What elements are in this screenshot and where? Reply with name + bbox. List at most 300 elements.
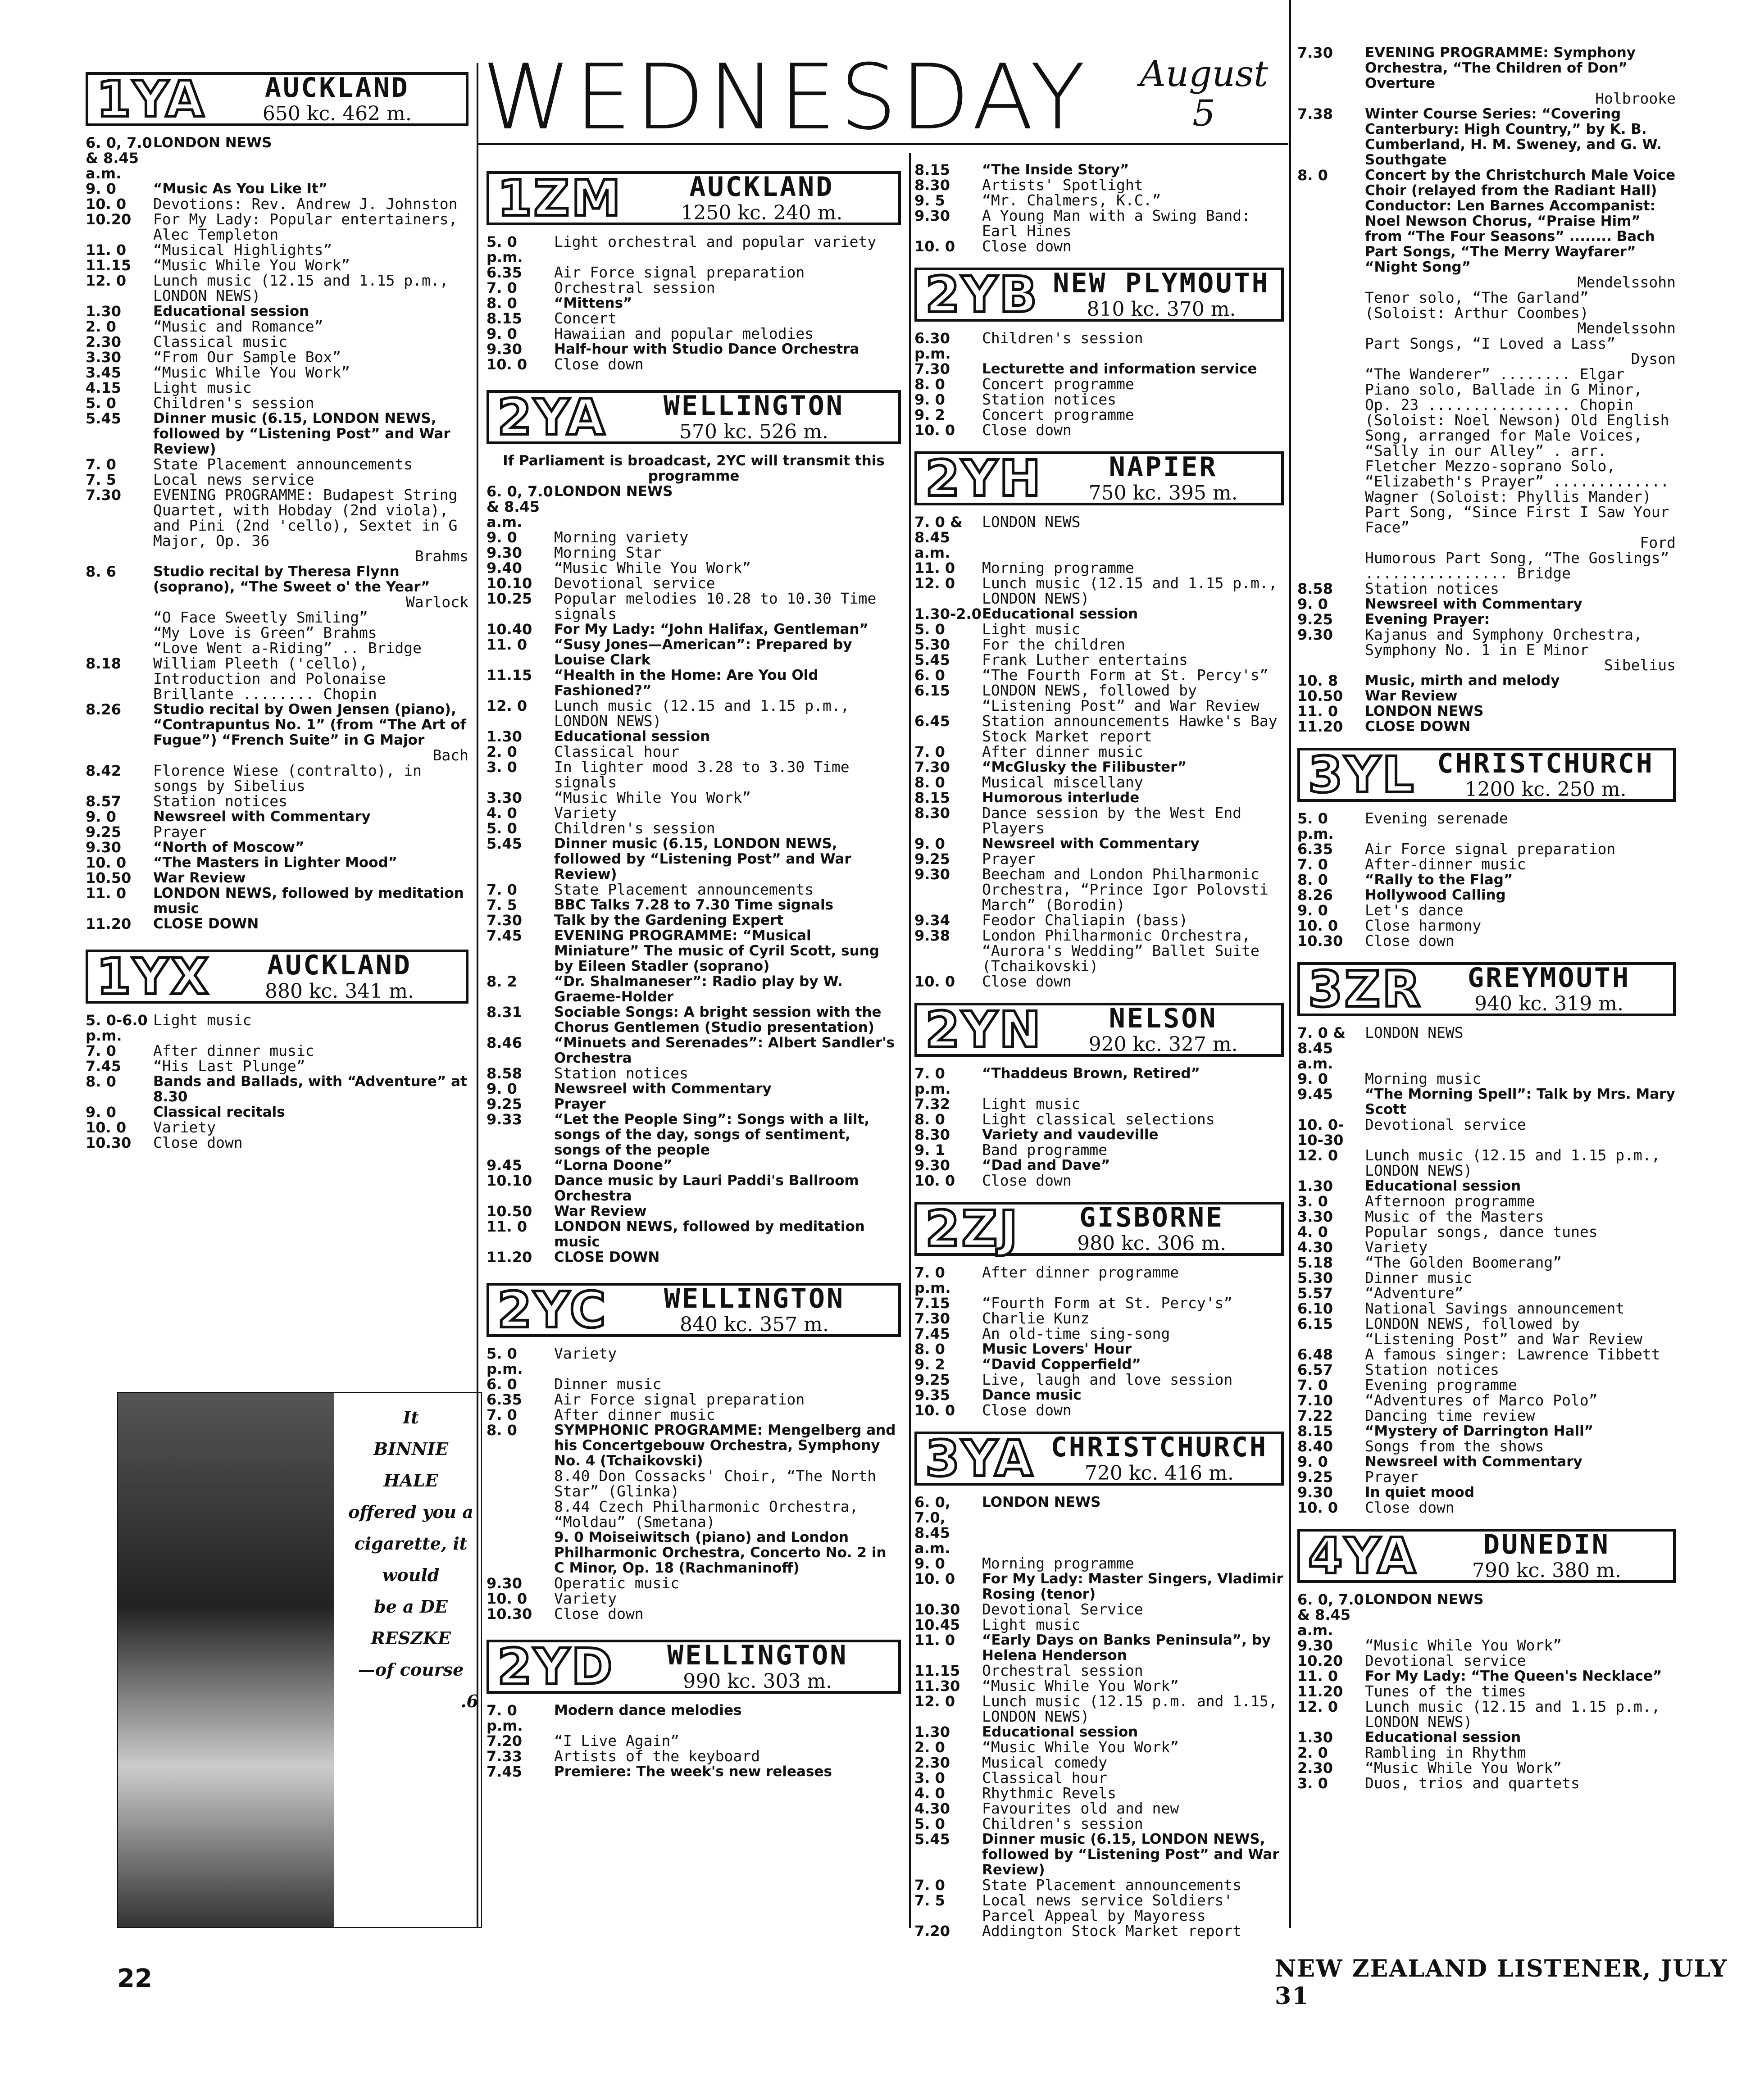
station-logo (1297, 962, 1676, 1016)
entry-time: 10. 0 (914, 422, 955, 439)
entry-time: 7.22 (1297, 1407, 1333, 1424)
entry-time: 10. 0 (1297, 917, 1338, 934)
entry-time: 12. 0 (914, 1693, 955, 1710)
schedule-entry (1297, 704, 1676, 719)
entry-programme: Light classical selections (982, 1110, 1215, 1128)
entry-programme: Educational session (1365, 1729, 1521, 1745)
entry-time: 3.30 (1297, 1208, 1333, 1225)
entry-programme: “Rally to the Flag” (1365, 872, 1513, 888)
entry-programme: “Dr. Shalmaneser”: Radio play by W. Graeme-Holder (554, 973, 843, 1005)
schedule-entry (86, 1013, 468, 1043)
entry-programme: “Music While You Work” (982, 1738, 1179, 1756)
entry-programme: “Music While You Work” (982, 1677, 1179, 1695)
entry-time: 7. 0 (914, 1877, 945, 1894)
schedule-entry (487, 821, 901, 836)
schedule-entry (914, 1556, 1284, 1571)
entry-time: 10. 0 (487, 356, 527, 373)
schedule-list (86, 1013, 468, 1150)
entry-programme: “Music While You Work” (153, 364, 350, 381)
station-call: 3ZR (1308, 960, 1423, 1018)
entry-programme: CLOSE DOWN (153, 916, 259, 932)
schedule-entry (86, 487, 468, 549)
entry-time: 5. 0 p.m. (487, 233, 523, 266)
entry-time: 1.30 (1297, 1729, 1333, 1746)
schedule-entry (1297, 1209, 1676, 1224)
entry-time: 3.45 (86, 364, 121, 381)
entry-programme: “Music While You Work” (1365, 1636, 1562, 1654)
station-logo (914, 1202, 1284, 1256)
entry-programme: Hollywood Calling (1365, 887, 1506, 903)
schedule-entry (914, 1096, 1284, 1112)
entry-time: 7.20 (487, 1732, 522, 1750)
schedule-entry (1297, 1240, 1676, 1255)
station-logo (914, 451, 1284, 505)
entry-programme: Half-hour with Studio Dance Orchestra (554, 341, 859, 357)
schedule-entry (914, 392, 1284, 407)
entry-programme: Tunes of the times (1365, 1682, 1526, 1700)
schedule-list (914, 1066, 1284, 1188)
station-frequency: 920 kc. 327 m. (1088, 1033, 1238, 1056)
entry-time: 10.10 (487, 1172, 532, 1189)
entry-time: 6.15 (914, 682, 950, 699)
entry-time: 8. 0 (1297, 871, 1328, 888)
schedule-entry (1297, 367, 1676, 535)
entry-programme: Close down (1365, 1499, 1455, 1516)
schedule-entry (914, 683, 1284, 714)
schedule-entry (914, 407, 1284, 423)
schedule-entry (914, 1158, 1284, 1173)
entry-programme: LONDON NEWS (1365, 1591, 1484, 1608)
entry-time: 2. 0 (86, 318, 116, 335)
entry-programme: For My Lady: “The Queen's Necklace” (1365, 1668, 1662, 1684)
station-logo (1297, 1529, 1676, 1583)
entry-programme: Educational session (1365, 1178, 1521, 1194)
entry-programme: Station notices (153, 792, 288, 810)
entry-programme: Rhythmic Revels (982, 1784, 1117, 1802)
entry-programme: Morning Star (554, 544, 662, 561)
entry-programme: Prayer (1365, 1468, 1419, 1486)
entry-time (86, 641, 153, 656)
entry-programme: Afternoon programme (1365, 1192, 1535, 1210)
entry-programme: War Review (153, 870, 246, 886)
entry-time: 8. 0 (914, 1111, 945, 1128)
entry-time: 4. 0 (487, 805, 517, 822)
schedule-entry (86, 472, 468, 487)
entry-time: 9.40 (487, 559, 522, 577)
schedule-entry (914, 331, 1284, 361)
schedule-entry (1297, 1454, 1676, 1469)
entry-time: 9.30 (487, 1575, 522, 1592)
page-date-month: August (1140, 53, 1269, 95)
entry-time: 10. 0 (914, 1570, 955, 1587)
entry-time: 9. 1 (914, 1141, 945, 1159)
entry-time: 9.25 (914, 1371, 950, 1388)
entry-programme: “I Live Again” (554, 1732, 680, 1750)
station-call: 4YA (1308, 1527, 1418, 1585)
entry-programme: “His Last Plunge” (153, 1057, 305, 1075)
schedule-entry (86, 656, 468, 702)
entry-programme: Morning programme (982, 559, 1134, 577)
publication-footer: NEW ZEALAND LISTENER, JULY 31 (1275, 1955, 1728, 2010)
entry-time: 3.30 (86, 349, 121, 366)
station-place: AUCKLAND (689, 171, 834, 203)
entry-programme: Favourites old and new (982, 1800, 1179, 1817)
schedule-entry (487, 265, 901, 280)
schedule-entry (86, 411, 468, 457)
schedule-entry (914, 423, 1284, 438)
entry-time: 5.57 (1297, 1285, 1333, 1302)
entry-time: 6.45 (914, 713, 950, 730)
entry-programme: Children's session (982, 329, 1143, 347)
entry-programme: “Music and Romance” (153, 318, 323, 335)
schedule-entry (914, 836, 1284, 851)
entry-programme: Dance music by Lauri Paddi's Ballroom Orchestra (554, 1173, 859, 1204)
entry-time: 5. 0-6.0 p.m. (86, 1012, 148, 1044)
entry-time: 11. 0 (487, 636, 527, 653)
schedule-entry (914, 1173, 1284, 1188)
entry-time: 8. 2 (487, 973, 517, 990)
station-logo (487, 171, 901, 225)
entry-programme: Close down (554, 1605, 644, 1623)
schedule-entry (914, 1372, 1284, 1387)
schedule-entry (487, 1392, 901, 1407)
entry-time: 9.25 (914, 850, 950, 868)
schedule-entry (914, 1724, 1284, 1740)
entry-programme: Prayer (982, 850, 1036, 868)
schedule-entry (914, 851, 1284, 867)
schedule-entry (487, 1423, 901, 1468)
entry-time: 9.45 (487, 1157, 522, 1174)
station-call: 2YD (497, 1638, 614, 1695)
schedule-entry (1297, 1592, 1676, 1638)
schedule-entry (914, 652, 1284, 668)
station-place: AUCKLAND (264, 72, 409, 104)
entry-time: 9.30 (86, 839, 121, 856)
schedule-entry (487, 326, 901, 341)
entry-programme: Orchestral session (982, 1662, 1143, 1679)
schedule-entry (1297, 1485, 1676, 1500)
schedule-entry (487, 729, 901, 744)
station-call: 2YC (497, 1281, 608, 1339)
entry-programme: Close down (982, 1172, 1072, 1189)
schedule-entry (914, 1265, 1284, 1295)
entry-programme: “Music While You Work” (554, 789, 751, 806)
page-date-day: 5 (1192, 92, 1216, 134)
entry-time: 9. 0 (1297, 902, 1328, 919)
schedule-entry (487, 897, 901, 913)
schedule-entry (487, 1035, 901, 1066)
entry-programme: Live, laugh and love session (982, 1371, 1233, 1388)
entry-programme: Hawaiian and popular melodies (554, 325, 814, 342)
station-call: 1ZM (497, 169, 623, 227)
schedule-entry (86, 702, 468, 748)
entry-programme: “The Morning Spell”: Talk by Mrs. Mary Scott (1365, 1086, 1675, 1118)
entry-programme: For My Lady: Popular entertainers, Alec Templeton (153, 210, 458, 243)
entry-time: 7.30 (1297, 44, 1333, 61)
entry-programme: Prayer (554, 1096, 606, 1112)
schedule-entry (1297, 1699, 1676, 1730)
entry-time: 7.38 (1297, 105, 1333, 123)
schedule-entry (914, 361, 1284, 377)
entry-programme: LONDON NEWS (554, 483, 673, 500)
entry-programme: Close down (982, 237, 1072, 255)
schedule-entry (487, 928, 901, 974)
entry-time: 6.15 (1297, 1315, 1333, 1332)
schedule-entry (1297, 1117, 1676, 1148)
schedule-entry (487, 1112, 901, 1158)
entry-time: 7.45 (487, 927, 522, 944)
entry-programme: Children's session (554, 819, 715, 837)
entry-programme: An old-time sing-song (982, 1325, 1170, 1342)
entry-programme: Variety (153, 1118, 216, 1136)
entry-time: 4. 0 (914, 1785, 945, 1802)
schedule-entry (914, 560, 1284, 576)
entry-time: 7. 5 (914, 1892, 945, 1909)
schedule-entry (487, 1499, 901, 1530)
entry-time: 11.20 (487, 1249, 532, 1266)
schedule-entry (487, 1219, 901, 1250)
entry-programme: Newsreel with Commentary (1365, 1454, 1582, 1470)
page-title: WEDNESDAY (482, 45, 1089, 150)
entry-programme: “Music While You Work” (554, 559, 751, 577)
entry-programme: LONDON NEWS (982, 513, 1081, 531)
schedule-entry (86, 824, 468, 840)
entry-time: 7.45 (914, 1325, 950, 1342)
schedule-entry (914, 1066, 1284, 1096)
schedule-entry (487, 234, 901, 265)
schedule-entry (487, 1576, 901, 1591)
entry-time: 7.15 (914, 1295, 950, 1312)
station-call: 2YN (925, 1001, 1043, 1059)
entry-time: 9. 0 (1297, 1070, 1328, 1087)
entry-programme: State Placement announcements (982, 1876, 1242, 1894)
schedule-entry (1297, 1745, 1676, 1760)
schedule-entry (1297, 1255, 1676, 1270)
entry-programme: Close down (982, 421, 1072, 439)
schedule-entry (487, 1703, 901, 1733)
station-frequency: 790 kc. 380 m. (1472, 1559, 1621, 1582)
entry-programme: “The Fourth Form at St. Percy's” (982, 666, 1269, 684)
schedule-entry (487, 1764, 901, 1779)
composer-credit: Holbrooke (1595, 90, 1676, 107)
entry-programme: Morning programme (982, 1555, 1134, 1572)
entry-time: 9.30 (914, 207, 950, 224)
entry-programme: Duos, trios and quartets (1365, 1774, 1580, 1792)
entry-time: 11. 0 (86, 241, 127, 259)
entry-programme: “Health in the Home: Are You Old Fashioned?” (554, 667, 818, 699)
entry-programme: Devotional service (1365, 1116, 1526, 1133)
station-place: CHRISTCHURCH (1437, 748, 1654, 779)
column-2 (487, 171, 901, 1779)
entry-time: 10.30 (86, 1134, 132, 1151)
entry-programme: Light music (153, 379, 252, 396)
entry-time: 1.30 (86, 303, 121, 320)
entry-programme: LONDON NEWS (153, 135, 272, 151)
station-call: 1YA (96, 70, 206, 128)
entry-programme: Variety (554, 1590, 617, 1607)
schedule-entry (1297, 550, 1676, 581)
schedule-entry (487, 1158, 901, 1173)
entry-programme: Artists' Spotlight (982, 176, 1143, 194)
entry-programme: Dinner music (554, 1375, 662, 1393)
schedule-entry (1297, 1347, 1676, 1362)
entry-programme: Dinner music (1365, 1269, 1473, 1286)
schedule-list (487, 1346, 901, 1622)
entry-time: 8.42 (86, 762, 121, 779)
schedule-entry (487, 591, 901, 622)
schedule-entry (914, 1142, 1284, 1158)
schedule-entry (914, 606, 1284, 622)
entry-programme: CLOSE DOWN (554, 1249, 660, 1265)
entry-time: 8.31 (487, 1004, 522, 1021)
entry-time: 2.30 (86, 333, 121, 350)
entry-programme: Educational session (554, 728, 710, 745)
schedule-entry (1297, 1224, 1676, 1240)
entry-programme: Concert (554, 309, 617, 327)
schedule-list (487, 234, 901, 372)
entry-programme: Air Force signal preparation (554, 264, 805, 281)
entry-programme: “Adventure” (1365, 1284, 1464, 1302)
entry-time: 8.40 (1297, 1438, 1333, 1455)
entry-time: 10.20 (86, 211, 132, 228)
entry-time (86, 610, 153, 625)
schedule-entry (914, 867, 1284, 913)
composer-credit: Ford (1640, 534, 1676, 551)
schedule-entry (1297, 918, 1676, 933)
entry-time: 8.26 (86, 701, 121, 718)
entry-time: 5.45 (914, 1831, 950, 1848)
schedule-entry (1297, 1439, 1676, 1454)
station-place: WELLINGTON (663, 390, 845, 422)
schedule-entry (1297, 719, 1676, 734)
entry-time: 7.10 (1297, 1392, 1333, 1409)
entry-programme: “From Our Sample Box” (153, 348, 341, 366)
entry-programme: Newsreel with Commentary (1365, 596, 1582, 612)
entry-programme: “The Inside Story” (982, 162, 1129, 178)
entry-time: 2.30 (914, 1754, 950, 1771)
schedule-entry (914, 1326, 1284, 1341)
entry-programme: Light music (982, 620, 1081, 638)
schedule-entry (487, 637, 901, 668)
entry-time: 8. 0 (914, 1341, 945, 1358)
composer-credit: Bach (432, 746, 468, 764)
entry-time: 6.48 (1297, 1346, 1333, 1363)
schedule-entry (914, 913, 1284, 928)
schedule-entry (86, 1105, 468, 1120)
entry-programme: “North of Moscow” (153, 839, 305, 855)
station-place: GREYMOUTH (1467, 962, 1631, 994)
station-call: 3YA (925, 1430, 1035, 1487)
entry-time: 7.30 (914, 1310, 950, 1327)
entry-time: 11.30 (914, 1677, 960, 1695)
schedule-entry (914, 1678, 1284, 1694)
entry-time: 1.30 (487, 728, 522, 745)
entry-time: 8.15 (914, 789, 950, 806)
entry-time: 10. 0 (86, 854, 127, 871)
station-place: CHRISTCHURCH (1050, 1432, 1268, 1463)
schedule-entry (487, 1081, 901, 1096)
composer-credit: Warlock (405, 593, 468, 611)
entry-programme: “Thaddeus Brown, Retired” (982, 1065, 1200, 1082)
station-call: 2YA (497, 388, 607, 446)
schedule-entry (86, 319, 468, 334)
entry-time: 3. 0 (487, 759, 517, 776)
entry-programme: Charlie Kunz (982, 1309, 1090, 1327)
schedule-entry (86, 763, 468, 794)
entry-time: 9.30 (1297, 1484, 1333, 1501)
entry-programme: LONDON NEWS, followed by “Listening Post” and War Review (1365, 1315, 1642, 1348)
entry-programme: “Susy Jones—American”: Prepared by Louise Clark (554, 636, 852, 668)
schedule-entry (86, 1135, 468, 1150)
entry-programme: Newsreel with Commentary (982, 836, 1200, 852)
schedule-entry (914, 1694, 1284, 1724)
schedule-entry (86, 625, 468, 641)
entry-time: 12. 0 (487, 697, 527, 714)
entry-time: 5.18 (1297, 1254, 1333, 1271)
entry-programme: After dinner programme (982, 1264, 1179, 1281)
schedule-entry (914, 1816, 1284, 1832)
entry-time: 9.25 (1297, 611, 1333, 628)
entry-programme: State Placement announcements (554, 881, 814, 898)
entry-programme: Newsreel with Commentary (153, 809, 371, 825)
entry-time: 9.30 (914, 1157, 950, 1174)
column-4 (1297, 45, 1676, 1791)
entry-programme: Close harmony (1365, 917, 1482, 934)
schedule-entry (1297, 1469, 1676, 1485)
entry-time: 5.30 (914, 636, 950, 653)
entry-programme: Morning music (1365, 1070, 1482, 1087)
schedule-entry (914, 1341, 1284, 1357)
ad-line: It (403, 1407, 419, 1427)
schedule-entry (487, 1468, 901, 1499)
schedule-entry (487, 484, 901, 530)
entry-time: 11.15 (914, 1662, 960, 1679)
entry-time: 8.30 (914, 177, 950, 194)
schedule-entry (1297, 1148, 1676, 1178)
entry-programme: Kajanus and Symphony Orchestra, Symphony No. 1 in E Minor (1365, 626, 1642, 659)
schedule-entry (86, 395, 468, 411)
entry-time: 8.18 (86, 655, 121, 672)
entry-programme: “McGlusky the Filibuster” (982, 759, 1187, 775)
ad-line: offered you a (348, 1502, 473, 1522)
entry-programme: Concert programme (982, 406, 1134, 423)
entry-time: 7. 0 (487, 1406, 517, 1423)
schedule-entry (487, 560, 901, 576)
schedule-entry (1297, 106, 1676, 168)
entry-programme: Close down (554, 355, 644, 373)
entry-time: 7. 0 (914, 743, 945, 760)
entry-time: 8.15 (487, 310, 522, 327)
entry-programme: Concert programme (982, 375, 1134, 393)
station-logo (914, 1003, 1284, 1057)
entry-programme: Variety (1365, 1238, 1428, 1256)
entry-programme: Tenor solo, “The Garland” (Soloist: Arthur Coombes) (1365, 289, 1589, 322)
entry-programme: “My Love is Green” Brahms (153, 624, 377, 641)
entry-programme: Lunch music (12.15 and 1.15 p.m., LONDON NEWS) (982, 574, 1278, 607)
entry-time: 9. 0 (86, 180, 116, 197)
composer-credit: Brahms (414, 547, 468, 565)
entry-programme: Close down (153, 1134, 243, 1151)
schedule-entry (1297, 45, 1676, 91)
column-1 (86, 72, 468, 1150)
entry-time: 6.35 (487, 1391, 522, 1408)
schedule-entry (1297, 933, 1676, 949)
schedule-entry (914, 1311, 1284, 1326)
entry-time: 10. 8 (1297, 672, 1338, 689)
schedule-entry (914, 1357, 1284, 1372)
schedule-entry (1297, 1393, 1676, 1408)
entry-time: 9. 0 (487, 529, 517, 546)
